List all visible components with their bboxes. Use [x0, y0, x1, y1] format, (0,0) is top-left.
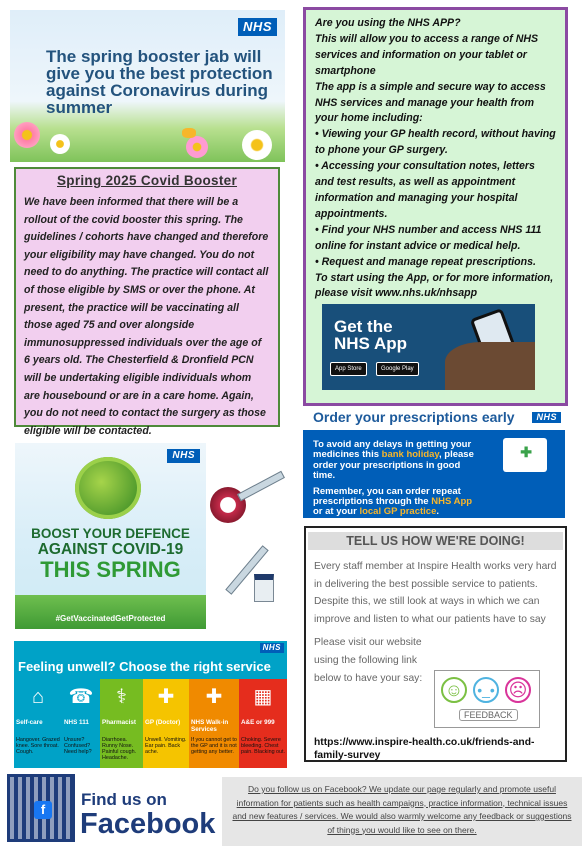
- get-nhs-app-image: [322, 304, 535, 390]
- spring-booster-banner: [10, 10, 285, 162]
- service-column: [62, 679, 100, 768]
- nhs-app-line: The app is a simple and secure way to access NHS services and manage your health from your home including:: [315, 80, 546, 125]
- neutral-face-icon: •_•: [473, 677, 499, 703]
- service-description: Diarrhoea. Runny Nose. Painful cough. Headache.: [102, 737, 137, 761]
- nhs-app-panel: [303, 7, 568, 406]
- booster-body: We have been informed that there will be a rollout of the covid booster this spring. The guidelines / cohorts have changed and therefore your eligibility may have changed. You do not need to do anything. The practice will contact all of those eligible by SMS or over the phone. At present, the practice will be vaccinating all those aged 75 and over alongside immunosuppressed individuals over the age of 6 years old. The Chesterfield & Dronfield PCN will be undertaking eligible individuals whom are housebound or are in a care home. Again, you do not need to contact the surgery as those eligible will be contacted.: [24, 196, 269, 437]
- hand-icon: [445, 342, 535, 390]
- service-description: If you cannot get to the GP and it is not getting any better.: [191, 737, 237, 755]
- service-column: [239, 679, 287, 768]
- service-description: Hangover. Grazed knee. Sore throat. Cough.: [16, 737, 60, 755]
- covid-title: BOOST YOUR DEFENCE AGAINST COVID-19 THIS SPRING: [31, 526, 190, 582]
- service-label: Pharmacist: [102, 719, 136, 726]
- nhs-app-line: • Request and manage repeat prescriptions.: [315, 255, 536, 268]
- flower-icon: [50, 134, 70, 154]
- nhs-app-line: • Find your NHS number and access NHS 111 online for instant advice or medical help.: [315, 223, 542, 252]
- feedback-text-1: Every staff member at Inspire Health works very hard in delivering the best possible service to patients. Despite this, we still look at ways in which we can improve and listen to what our patients have to say: [314, 561, 557, 625]
- nhs-logo: NHS: [167, 449, 200, 463]
- feedback-badge: FEEDBACK: [459, 709, 518, 721]
- qr-code-icon[interactable]: [7, 774, 75, 842]
- nhs-logo: NHS: [532, 412, 561, 423]
- service-icon: ✚: [157, 686, 175, 708]
- choose-service-banner: [14, 641, 287, 768]
- flower-icon: [14, 122, 40, 148]
- service-label: A&E or 999: [241, 719, 275, 726]
- service-column: [189, 679, 239, 768]
- choose-service-title: Feeling unwell? Choose the right service: [18, 659, 271, 674]
- syringe-icon: [237, 471, 285, 502]
- covid-defence-image: [15, 443, 206, 629]
- service-column: [14, 679, 62, 768]
- service-column: [100, 679, 143, 768]
- service-column: [143, 679, 189, 768]
- facebook-icon: f: [34, 801, 52, 819]
- spring-banner-text: The spring booster jab will give you the best protection against Coronavirus during summer: [46, 47, 273, 117]
- nhs-logo: NHS: [260, 643, 284, 653]
- service-icon: ⚕: [116, 686, 127, 708]
- nhs-app-line: • Accessing your consultation notes, letters and test results, as well as appointment information and managing your hospital appointments.: [315, 160, 535, 220]
- feedback-link[interactable]: https://www.inspire-health.co.uk/friends-and-family-survey: [314, 737, 535, 761]
- nhs-app-line: Are you using the NHS APP?: [315, 17, 461, 29]
- nhs-app-text: [315, 16, 556, 302]
- covid-hashtag: #GetVaccinatedGetProtected: [55, 614, 166, 623]
- grass-background: [15, 595, 206, 629]
- flower-icon: [186, 136, 208, 158]
- nhs-app-line: This will allow you to access a range of NHS services and information on your tablet or smartphone: [315, 32, 539, 77]
- facebook-info: [222, 777, 582, 846]
- prescriptions-text-2: Remember, you can order repeat prescriptions through the NHS App or at your local GP practice.: [313, 485, 473, 518]
- facebook-wordmark: Facebook: [80, 808, 216, 840]
- service-label: NHS Walk-in Services: [191, 719, 229, 733]
- google-play-badge[interactable]: Google Play: [376, 362, 419, 376]
- facebook-promo: [3, 770, 223, 845]
- service-description: Choking. Severe bleeding. Chest pain. Blacking out.: [241, 737, 286, 755]
- facebook-info-text: Do you follow us on Facebook? We update our page regularly and promote useful information for patients such as health campaigns, practice information, technical issues and new features / services. We would also warmly welcome any feedback or suggestions of things you would like to see on there.: [232, 784, 572, 835]
- prescriptions-title: Order your prescriptions early NHS: [313, 409, 563, 429]
- service-icon: ⌂: [31, 686, 45, 708]
- get-nhs-app-title: Get the NHS App: [334, 317, 408, 353]
- service-label: GP (Doctor): [145, 719, 181, 726]
- nhs-logo: NHS: [238, 18, 277, 36]
- service-icon: ☎: [68, 686, 94, 708]
- flower-icon: [242, 130, 272, 160]
- vaccine-vial-icon: [254, 574, 274, 602]
- service-icon: ▦: [253, 686, 273, 708]
- service-description: Unwell. Vomiting. Ear pain. Back ache.: [145, 737, 187, 755]
- service-description: Unsure? Confused? Need help?: [64, 737, 92, 755]
- prescriptions-text-1: To avoid any delays in getting your medicines this bank holiday, please order your prescriptions in good time.: [313, 439, 474, 482]
- booster-title: Spring 2025 Covid Booster: [56, 173, 238, 188]
- feedback-faces-image: [434, 670, 540, 728]
- nhs-app-line: To start using the App, or for more information, please visit www.nhs.uk/nhsapp: [315, 271, 554, 300]
- app-store-badge[interactable]: App Store: [330, 362, 367, 376]
- service-label: NHS 111: [64, 719, 89, 726]
- find-us-text: Find us on: [81, 790, 167, 809]
- feedback-panel: [304, 526, 567, 762]
- prescription-cross-icon: ✚: [520, 444, 532, 460]
- butterfly-icon: [182, 128, 196, 138]
- sad-face-icon: ☹: [505, 677, 531, 703]
- service-icon: ✚: [205, 686, 223, 708]
- virus-icon: [75, 457, 141, 519]
- feedback-title: TELL US HOW WE'RE DOING!: [308, 532, 563, 550]
- feedback-text-2: Please visit our website using the following link below to have your say:: [314, 637, 423, 684]
- prescriptions-banner: [303, 430, 565, 518]
- nhs-app-line: • Viewing your GP health record, without having to phone your GP surgery.: [315, 128, 556, 157]
- covid-booster-notice: [14, 167, 280, 437]
- service-label: Self-care: [16, 719, 43, 726]
- happy-face-icon: ☺: [441, 677, 467, 703]
